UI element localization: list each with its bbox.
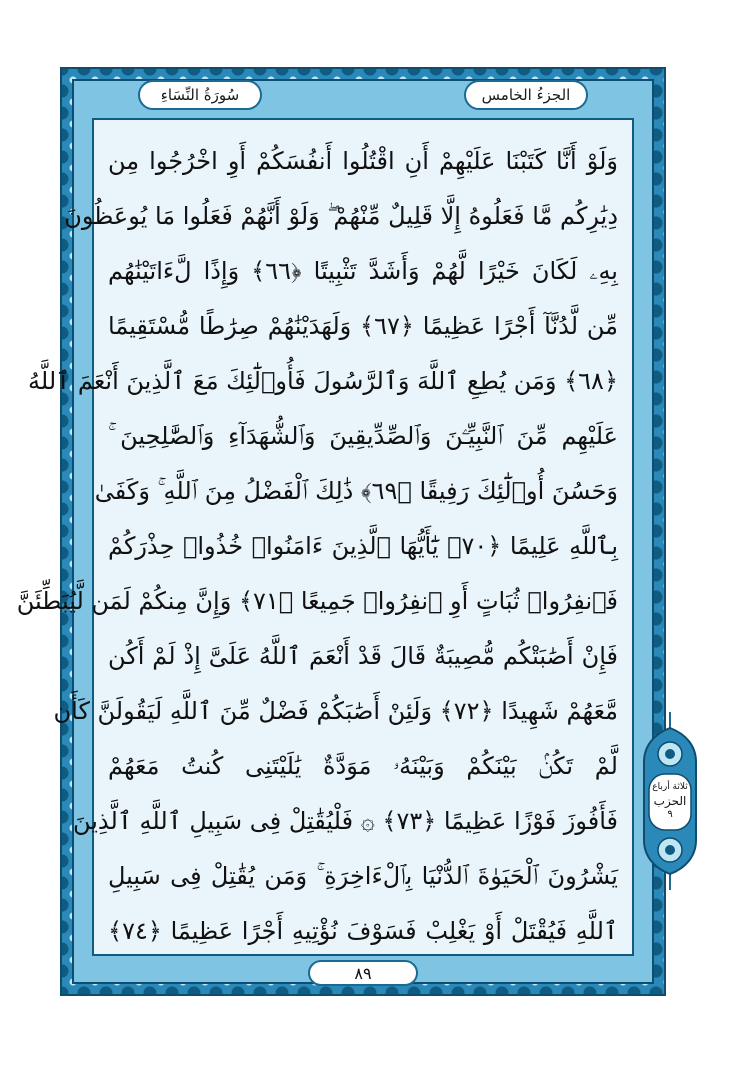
text-line-1: وَلَوْ أَنَّا كَتَبْنَا عَلَيْهِمْ أَنِ اقْتُلُوا أَنفُسَكُمْ أَوِ اخْرُجُوا مِن (108, 147, 618, 175)
text-line-15: ٱللَّهِ فَيُقْتَلْ أَوْ يَغْلِبْ فَسَوْفَ نُؤْتِيهِ أَجْرًا عَظِيمًا ﴿٧٤﴾ (108, 917, 618, 945)
page-number-value: ٨٩ (354, 963, 372, 983)
text-line-10: فَإِنْ أَصَٰبَتْكُم مُّصِيبَةٌ قَالَ قَدْ أَنْعَمَ ٱللَّهُ عَلَىَّ إِذْ لَمْ أَكُن (108, 642, 618, 670)
text-line-12: لَّمْ تَكُنۢ بَيْنَكُمْ وَبَيْنَهُۥ مَوَدَّةٌ يَٰلَيْتَنِى كُنتُ مَعَهُمْ (108, 752, 618, 780)
text-line-3: بِهِۦ لَكَانَ خَيْرًا لَّهُمْ وَأَشَدَّ تَثْبِيتًا ﴿٦٦﴾ وَإِذًا لَّءَاتَيْنَٰهُم (108, 257, 618, 285)
hizb-word: الحزب (653, 794, 687, 808)
hizb-label (648, 780, 692, 822)
surah-header (138, 80, 262, 110)
text-line-8: بِٱللَّهِ عَلِيمًا ﴿٧٠﴾ يَٰٓأَيُّهَا ٱلَّذِينَ ءَامَنُوا۟ خُذُوا۟ حِذْرَكُمْ (108, 532, 619, 560)
juz-header (464, 80, 588, 110)
hizb-fraction: ثلاثة أرباع (652, 782, 688, 792)
text-line-5: ﴿٦٨﴾ وَمَن يُطِعِ ٱللَّهَ وَٱلرَّسُولَ فَأُو۟لَٰٓئِكَ مَعَ ٱلَّذِينَ أَنْعَمَ ٱللَّهُ (28, 367, 618, 395)
hizb-number: ٩ (667, 809, 673, 820)
text-line-9: فَٱنفِرُوا۟ ثُبَاتٍ أَوِ ٱنفِرُوا۟ جَمِيعًا ﴿٧١﴾ وَإِنَّ مِنكُمْ لَمَن لَّيُبَطِّئَنَّ (16, 587, 618, 615)
juz-title: الجزءُ الخامس (481, 86, 571, 104)
surah-title: سُورَةُ النِّسَاءِ (160, 86, 240, 104)
text-line-14: يَشْرُونَ ٱلْحَيَوٰةَ ٱلدُّنْيَا بِٱلْءَاخِرَةِ ۚ وَمَن يُقَٰتِلْ فِى سَبِيلِ (108, 862, 618, 890)
text-line-2: دِيَٰرِكُم مَّا فَعَلُوهُ إِلَّا قَلِيلٌ مِّنْهُمْ ۖ وَلَوْ أَنَّهُمْ فَعَلُوا مَا يُوعَظُونَ (64, 202, 618, 230)
page-number (308, 960, 418, 986)
text-line-6: عَلَيْهِم مِّنَ ٱلنَّبِيِّـۧنَ وَٱلصِّدِّيقِينَ وَٱلشُّهَدَآءِ وَٱلصَّٰلِحِينَ ۚ (108, 422, 618, 450)
quran-page-text (16, 118, 634, 956)
text-line-13: فَأَفُوزَ فَوْزًا عَظِيمًا ﴿٧٣﴾ ۞ فَلْيُقَٰتِلْ فِى سَبِيلِ ٱللَّهِ ٱلَّذِينَ (72, 807, 618, 835)
text-line-4: مِّن لَّدُنَّآ أَجْرًا عَظِيمًا ﴿٦٧﴾ وَلَهَدَيْنَٰهُمْ صِرَٰطًا مُّسْتَقِيمًا (108, 312, 618, 340)
text-line-7: وَحَسُنَ أُو۟لَٰٓئِكَ رَفِيقًا ﴿٦٩﴾ ذَٰلِكَ ٱلْفَضْلُ مِنَ ٱللَّهِ ۚ وَكَفَىٰ (94, 477, 618, 505)
text-line-11: مَّعَهُمْ شَهِيدًا ﴿٧٢﴾ وَلَئِنْ أَصَٰبَكُمْ فَضْلٌ مِّنَ ٱللَّهِ لَيَقُولَنَّ كَأَن (53, 697, 618, 725)
